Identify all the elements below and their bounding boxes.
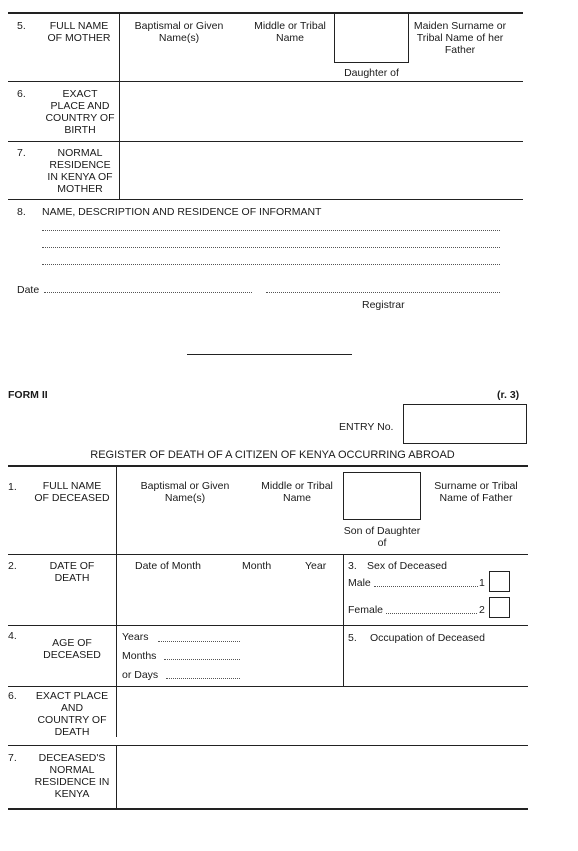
row5-divider <box>119 13 120 81</box>
row3-label: Sex of Deceased <box>367 560 447 572</box>
row5-daughter-caption: Daughter of <box>344 67 399 79</box>
row1-son-daughter-caption: Son of Daughter of <box>343 525 421 549</box>
row3-number: 3. <box>348 560 357 572</box>
top-rule <box>8 12 523 14</box>
row6-divider <box>119 82 120 141</box>
row7-field[interactable] <box>122 144 522 197</box>
row8-label: NAME, DESCRIPTION AND RESIDENCE OF INFORMANT <box>42 206 322 218</box>
row7-number: 7. <box>8 752 17 764</box>
row8-number: 8. <box>17 206 26 218</box>
row5-maiden-surname-header: Maiden Surname or Tribal Name of her Father <box>413 20 507 56</box>
row6-number: 6. <box>8 690 17 702</box>
row7-bottom-rule <box>8 199 523 200</box>
row1-middle-name-header: Middle or Tribal Name <box>261 480 333 504</box>
informant-line-2[interactable] <box>42 247 500 248</box>
male-checkbox[interactable] <box>489 571 510 592</box>
row5-given-name-header: Baptismal or Given Name(s) <box>134 20 224 44</box>
heading-rule <box>8 465 528 467</box>
section-separator <box>187 354 352 355</box>
row2-month-header: Month <box>242 560 272 572</box>
row5-bottom-rule <box>8 81 523 82</box>
informant-line-1[interactable] <box>42 230 500 231</box>
age-days-field[interactable] <box>166 678 240 679</box>
age-days-label: or Days <box>122 669 159 681</box>
row6-bottom-rule <box>8 141 523 142</box>
form-title: FORM II <box>8 389 48 401</box>
row4-row5-divider <box>343 626 344 686</box>
date-label: Date <box>17 284 40 296</box>
age-months-field[interactable] <box>164 659 240 660</box>
male-code: 1 <box>479 577 485 589</box>
row5-middle-name-header: Middle or Tribal Name <box>254 20 326 44</box>
female-checkbox[interactable] <box>489 597 510 618</box>
registrar-signature-line[interactable] <box>266 292 500 293</box>
row6-bottom-rule <box>8 745 528 746</box>
row6-label: EXACT PLACE AND COUNTRY OF BIRTH <box>45 88 115 136</box>
row2-divider <box>116 555 117 737</box>
row5-label: FULL NAME OF MOTHER <box>47 20 111 44</box>
row5-number: 5. <box>17 20 26 32</box>
row6-number: 6. <box>17 88 26 100</box>
row7-label: DECEASED'S NORMAL RESIDENCE IN KENYA <box>34 752 110 800</box>
row1-given-name-header: Baptismal or Given Name(s) <box>140 480 230 504</box>
row1-bottom-rule <box>8 554 528 555</box>
row7-field[interactable] <box>120 748 526 806</box>
row1-surname-header: Surname or Tribal Name of Father <box>434 480 518 504</box>
row7-label: NORMAL RESIDENCE IN KENYA OF MOTHER <box>47 147 113 195</box>
registrar-label: Registrar <box>362 299 405 311</box>
row1-son-daughter-box[interactable] <box>343 472 421 520</box>
row4-number: 4. <box>8 630 17 642</box>
female-code: 2 <box>479 604 485 616</box>
row2-bottom-rule <box>8 625 528 626</box>
row2-number: 2. <box>8 560 17 572</box>
female-dots <box>386 613 477 614</box>
row7-divider <box>119 142 120 199</box>
age-years-label: Years <box>122 631 149 643</box>
rule-reference: (r. 3) <box>497 389 520 401</box>
row2-year-header: Year <box>305 560 327 572</box>
row7-bottom-rule <box>8 808 528 810</box>
row1-number: 1. <box>8 481 17 493</box>
row4-bottom-rule <box>8 686 528 687</box>
male-label: Male <box>348 577 371 589</box>
row6-field[interactable] <box>120 689 526 743</box>
entry-number-box[interactable] <box>403 404 527 444</box>
row2-day-header: Date of Month <box>135 560 201 572</box>
row1-divider <box>116 466 117 554</box>
row5-daughter-box[interactable] <box>334 13 409 63</box>
form-heading: REGISTER OF DEATH OF A CITIZEN OF KENYA OCCURRING ABROAD <box>90 449 455 461</box>
male-dots <box>374 586 478 587</box>
row7-divider <box>116 746 117 808</box>
entry-number-label: ENTRY No. <box>339 421 394 433</box>
row2-label: DATE OF DEATH <box>49 560 95 584</box>
female-label: Female <box>348 604 384 616</box>
row6-field[interactable] <box>122 84 522 139</box>
row2-row3-divider <box>343 555 344 625</box>
row6-label: EXACT PLACE AND COUNTRY OF DEATH <box>35 690 109 738</box>
age-months-label: Months <box>122 650 157 662</box>
row5-number: 5. <box>348 632 357 644</box>
row5-label: Occupation of Deceased <box>370 632 485 644</box>
age-years-field[interactable] <box>158 641 240 642</box>
row7-number: 7. <box>17 147 26 159</box>
row1-label: FULL NAME OF DECEASED <box>34 480 110 504</box>
informant-line-3[interactable] <box>42 264 500 265</box>
date-line[interactable] <box>44 292 252 293</box>
row4-label: AGE OF DECEASED <box>43 637 101 661</box>
